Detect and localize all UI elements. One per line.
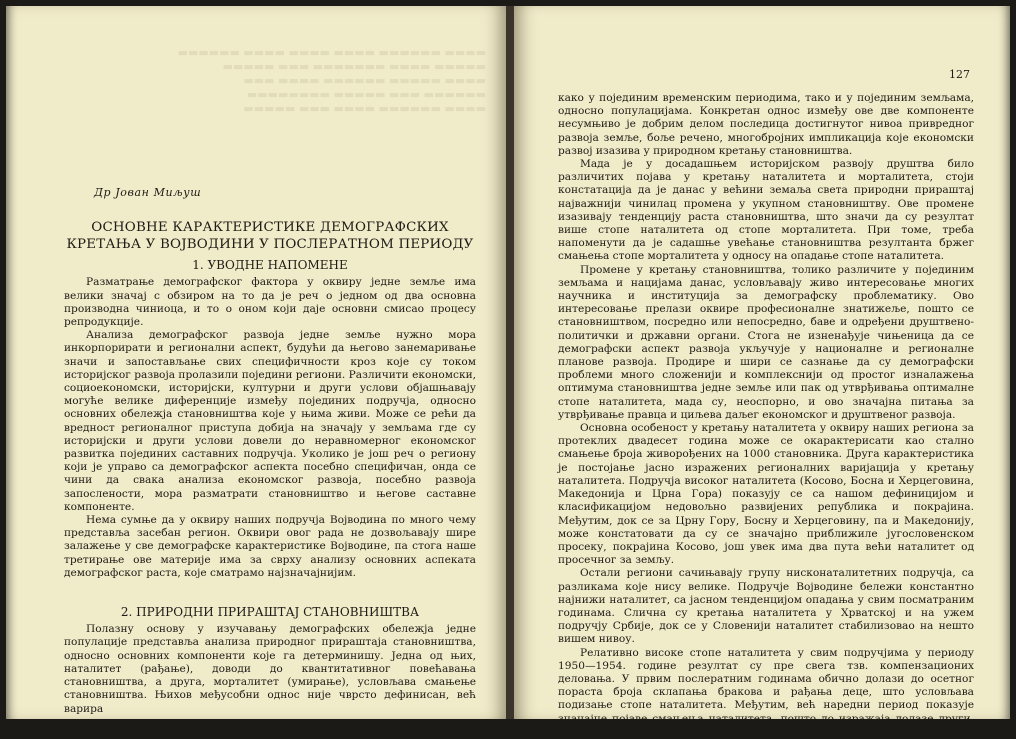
paragraph: Промене у кретању становништва, толико различите у појединим земљама и нацијама данас, условљавају живо интересовање многих научника и институција за демографску проблематику. Ово интересовање прелази оквире професионалне знатижеље, пошто се становништвом, посредно или непосредно, баве и одређени друштвено-политички и државни органи. Стога не изненађује чињеница да се демографски аспект развоја укључује у националне и регионалне планове развоја. Продире и шири се сазнање да су демографски проблеми много сложенији и комплекснији од простог изналажења оптимума становништва једне земље или пак од утврђивања оптималне стопе наталитета, мада су, неоспорно, и ово значајна питања за утврђивање правца и циљева даљег економског и друштвеног развоја.	[558, 263, 974, 421]
show-through-text: ▬▬▬▬ ▬▬▬▬▬▬ ▬▬▬▬ ▬▬▬▬ ▬▬▬▬ ▬▬▬▬▬▬ ▬▬▬▬▬ ▬▬▬▬ ▬▬▬▬▬▬▬ ▬▬▬ ▬▬▬▬▬ ▬▬▬▬ ▬▬▬▬▬ ▬▬▬▬▬▬ ▬▬▬▬ ▬▬▬ ▬▬▬▬▬▬ ▬▬▬ ▬▬▬▬▬ ▬▬▬▬▬▬▬▬ ▬▬▬▬ ▬▬▬▬▬▬ ▬▬▬▬ ▬▬▬ ▬▬▬▬▬	[177, 46, 486, 115]
paragraph: Полазну основу у изучавању демографских обележја једне популације представља анализа природног прираштаја становништва, односно основних компоненти које га детерминишу. Једна од њих, наталитет (рађање), доводи до квантитативног повећавања становништва, а друга, морталитет (умирање), условљава смањење становништва. Њихов међусобни однос није чврсто дефинисан, већ варира	[64, 623, 476, 715]
right-column	[558, 92, 974, 739]
left-page	[6, 6, 506, 719]
paragraph: Релативно високе стопе наталитета у свим подручјима у периоду 1950—1954. године резултат су пре свега тзв. компензационих деловања. У првим послератним годинама обично долази до осетног пораста броја склапања бракова и рађања деце, што условљава подизање стопе наталитета. Међутим, већ наредни период показује значајне појаве смањења наталитета, пошто до изражаја долазе други, трајнији чиниоци који опредељују кретање наталитета.	[558, 646, 974, 738]
article-title	[64, 219, 476, 253]
book-gutter	[506, 6, 514, 719]
paragraph: Мада је у досадашњем историјском развоју друштва било различитих појава у кретању наталитета и морталитета, стоји констатација да је данас у већини земаља света природни прираштај најважнији чинилац промена у укупном становништву. Ове промене изазивају тенденцију раста становништва, што значи да су резултат више стопе наталитета од стопе морталитета. При томе, треба напоменути да је садашње увећање становништва резултанта бржег смањења стопе морталитета у односу на опадање стопе наталитета.	[558, 158, 974, 263]
paragraph: Нема сумње да у оквиру наших подручја Војводина по много чему представља засебан регион. Оквири овог рада не дозвољавају шире залажење у све демографске карактеристике Војводине, па стога наше третирање ове материје има за сврху анализу основних аспеката демографског раста, које сматрамо најзначајнијим.	[64, 514, 476, 579]
paragraph: како у појединим временским периодима, тако и у појединим земљама, односно популацијама. Конкретан однос између ове две компоненте несумњиво је добрим делом последица достигнутог нивоа привредног развоја земље, боље речено, многобројних импликација које економски развој изазива у природном кретању становништва.	[558, 92, 974, 157]
section-1-heading: 1. УВОДНЕ НАПОМЕНЕ	[192, 258, 348, 273]
paragraph: Разматрање демографског фактора у оквиру једне земље има велики значај с обзиром на то да је реч о једном од два основна производна чиниоца, и то о оном који даје основни смисао процесу репродукције.	[64, 276, 476, 329]
paragraph: Остали региони сачињавају групу нисконаталитетних подручја, са разликама које нису велике. Подручје Војводине бележи константно најнижи наталитет, са јасном тенденцијом опадања у свим посматраним годинама. Слична су кретања наталитета у Хрватској и на ужем подручју Србије, док се у Словенији наталитет стабилизовао на нешто вишем нивоу.	[558, 567, 974, 646]
paragraph: Анализа демографског развоја једне земље нужно мора инкорпорирати и регионални аспект, будући да његово занемаривање значи и запостављање свих специфичности кроз које су током историјског развоја пролазили поједини региони. Различити економски, социоекономски, историјски, културни и други услови објашњавају могуће велике диференције између појединих подручја, односно основних обележја становништва које у њима живи. Може се рећи да вредност регионалног приступа добија на значају у земљама где су историјски и други услови довели до неравномерног економског развитка појединих саставних подручја. Уколико је још реч о региону који је управо са демографског аспекта посебно специфичан, онда се чини да свака анализа економског развоја, посебно развоја запослености, мора разматрати становништво и његове саставне компоненте.	[64, 329, 476, 513]
page-number: 127	[949, 68, 970, 81]
section-2-heading: 2. ПРИРОДНИ ПРИРАШТАЈ СТАНОВНИШТВА	[120, 605, 420, 620]
title-line-1: ОСНОВНЕ КАРАКТЕРИСТИКЕ ДЕМОГРАФСКИХ	[91, 220, 449, 236]
book-spread	[6, 6, 1010, 738]
author-name: Др Јован Миљуш	[94, 186, 202, 199]
title-line-2: КРЕТАЊА У ВОЈВОДИНИ У ПОСЛЕРАТНОМ ПЕРИОДУ	[66, 237, 474, 253]
right-page	[514, 6, 1010, 738]
left-column	[64, 186, 476, 716]
paragraph: Основна особеност у кретању наталитета у оквиру наших региона за протеклих двадесет година може се окарактерисати као стално смањење броја живорођених на 1000 становника. Друга карактеристика је постојање јасно изражених регионалних варијација у кретању наталитета. Подручја високог наталитета (Косово, Босна и Херцеговина, Македонија и Црна Гора) показују се са нашом дефиницијом и класификацијом недовољно развијених република и покрајина. Међутим, док се за Црну Гору, Босну и Херцеговину, па и Македонију, може констатовати да су се значајно приближиле југословенском просеку, покрајина Косово, још увек има два пута већи наталитет од просечног за земљу.	[558, 422, 974, 567]
